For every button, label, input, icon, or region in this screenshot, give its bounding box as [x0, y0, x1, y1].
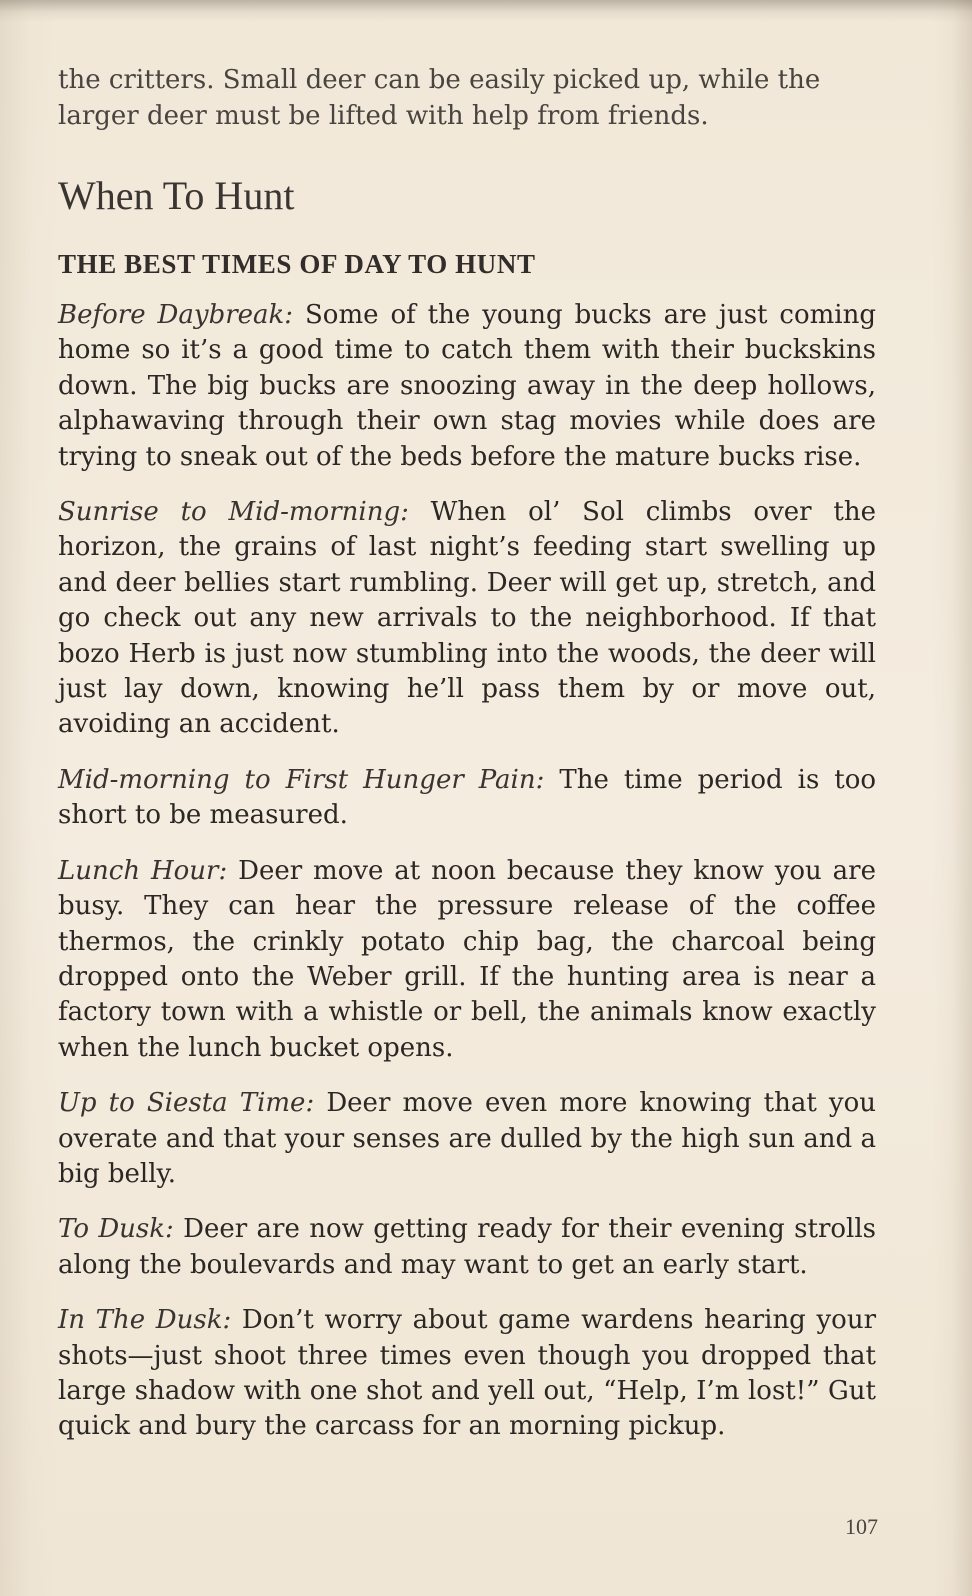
subheading: THE BEST TIMES OF DAY TO HUNT [58, 249, 536, 279]
page-number: 107 [845, 1514, 878, 1539]
entry-term: Lunch Hour: [58, 855, 228, 886]
entry-text: Some of the young bucks are just coming home so it’s a good time to catch them with their buckskins down. The big bucks are snoozing away in the deep hollows, alphawaving through their own stag movies while does are trying to sneak out of the beds before the mature bucks rise. [58, 300, 877, 472]
entry-text: Deer are now getting ready for their evening strolls along the boulevards and may want to get an early start. [58, 1214, 877, 1280]
entry-term: In The Dusk: [58, 1305, 232, 1336]
entry-text: Don’t worry about game wardens hearing your shots—just shoot three times even though you dropped that large shadow with one shot and yell out, “Help, I’m lost!” Gut quick and bury the carcass for an morning pickup. [58, 1305, 876, 1442]
entry-text: Deer move at noon because they know you are busy. They can hear the pressure release of the coffee thermos, the crinkly potato chip bag, the charcoal being dropped onto the Weber grill. If the hunting area is near a factory town with a whistle or bell, the animals know exactly when the lunch bucket opens. [58, 855, 877, 1063]
entry-lunch-hour [58, 854, 876, 1066]
entry-in-the-dusk [58, 1303, 876, 1445]
entry-text: The time period is too short to be measured. [58, 764, 877, 831]
entry-sunrise-to-mid-morning [58, 495, 876, 743]
entry-before-daybreak [58, 298, 876, 475]
intro-paragraph: the critters. Small deer can be easily picked up, while the larger deer must be lifted with help from friends. [58, 65, 821, 131]
entry-text: When ol’ Sol climbs over the horizon, the grains of last night’s feeding start swelling up and deer bellies start rumbling. Deer will get up, stretch, and go check out any new arrivals to the neighborhood. If that bozo Herb is just now stumbling into the woods, the deer will just lay down, knowing he’ll pass them by or move out, avoiding an accident. [58, 497, 876, 740]
entry-term: To Dusk: [58, 1214, 174, 1245]
entry-term: Up to Siesta Time: [58, 1088, 315, 1119]
entry-term: Sunrise to Mid-morning: [58, 497, 409, 528]
entry-term: Before Daybreak: [58, 300, 294, 330]
entry-term: Mid-morning to First Hunger Pain: [58, 764, 545, 795]
entry-to-dusk [58, 1212, 876, 1283]
entries-list [58, 298, 876, 1445]
section-title: When To Hunt [58, 173, 295, 218]
page-content [58, 62, 876, 1465]
entry-mid-morning-to-first-hunger-pain [58, 763, 876, 834]
entry-text: Deer move even more knowing that you overate and that your senses are dulled by the high sun and a big belly. [58, 1088, 877, 1189]
entry-up-to-siesta-time [58, 1086, 876, 1192]
